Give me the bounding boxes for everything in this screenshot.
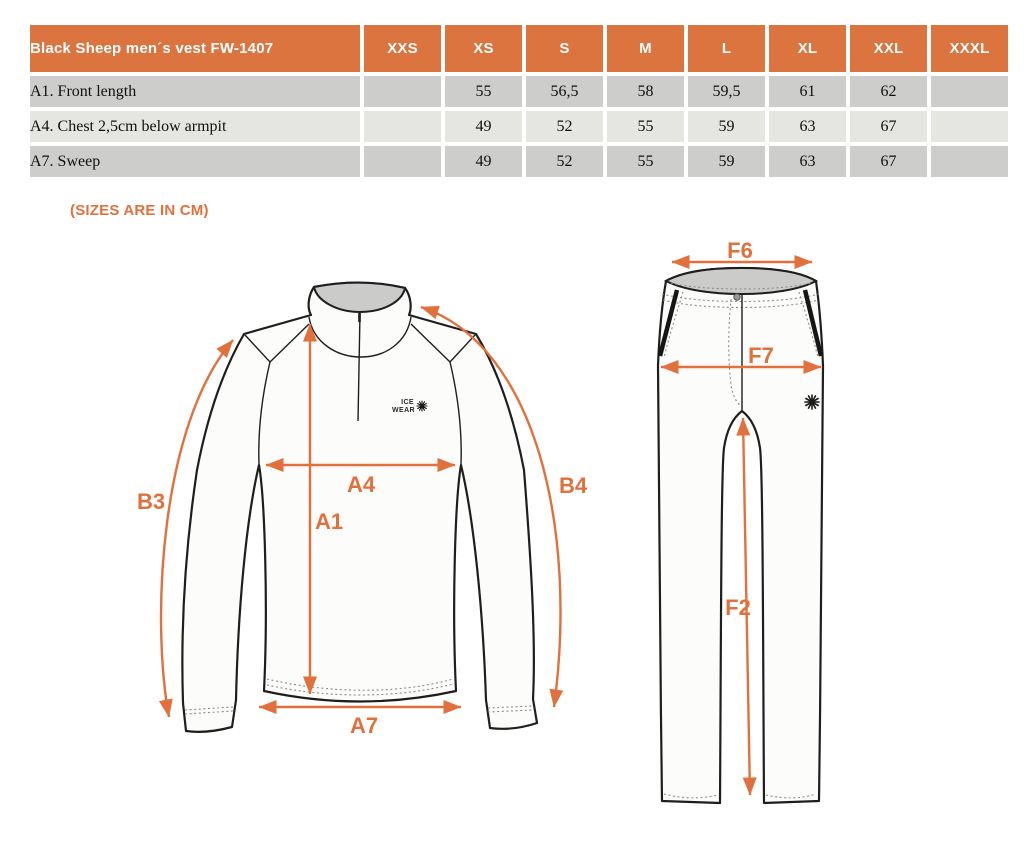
table-title: Black Sheep men´s vest FW-1407 xyxy=(30,25,360,72)
size-value-cell xyxy=(931,146,1008,177)
size-value-cell: 63 xyxy=(769,111,846,142)
size-value-cell: 67 xyxy=(850,146,927,177)
measurement-label-a1: A1 xyxy=(314,509,344,534)
table-row-chest xyxy=(30,111,1008,142)
measurement-label-f7: F7 xyxy=(748,343,774,368)
pants-drawing xyxy=(658,268,823,803)
row-label: A4. Chest 2,5cm below armpit xyxy=(30,111,360,142)
size-value-cell: 59,5 xyxy=(688,76,765,107)
size-column-xs: XS xyxy=(445,25,522,72)
pants-outline xyxy=(658,268,823,803)
measurement-label-f6: F6 xyxy=(727,238,753,263)
size-value-cell xyxy=(364,146,441,177)
row-label: A1. Front length xyxy=(30,76,360,107)
size-value-cell: 49 xyxy=(445,146,522,177)
table-row-sweep xyxy=(30,146,1008,177)
table-row-front-length xyxy=(30,76,1008,107)
size-value-cell: 61 xyxy=(769,76,846,107)
measurement-label-a7: A7 xyxy=(349,713,379,738)
waist-button xyxy=(734,294,740,300)
size-value-cell xyxy=(364,111,441,142)
size-value-cell: 52 xyxy=(526,146,603,177)
measurement-label-b4: B4 xyxy=(558,473,588,498)
size-column-xl: XL xyxy=(769,25,846,72)
measurement-diagram xyxy=(0,225,1030,847)
size-value-cell: 55 xyxy=(607,146,684,177)
icewear-logo-text-top: ICE xyxy=(401,399,414,406)
measurement-label-b3: B3 xyxy=(136,489,166,514)
size-column-s: S xyxy=(526,25,603,72)
measurement-label-f2: F2 xyxy=(725,595,751,620)
size-value-cell xyxy=(931,111,1008,142)
size-column-xxl: XXL xyxy=(850,25,927,72)
size-value-cell: 67 xyxy=(850,111,927,142)
size-column-l: L xyxy=(688,25,765,72)
size-value-cell: 59 xyxy=(688,146,765,177)
size-value-cell: 55 xyxy=(607,111,684,142)
size-value-cell: 58 xyxy=(607,76,684,107)
size-value-cell xyxy=(364,76,441,107)
size-value-cell: 49 xyxy=(445,111,522,142)
size-value-cell: 55 xyxy=(445,76,522,107)
size-column-xxs: XXS xyxy=(364,25,441,72)
size-column-xxxl: XXXL xyxy=(931,25,1008,72)
size-chart-header-row xyxy=(30,25,1008,72)
size-value-cell: 56,5 xyxy=(526,76,603,107)
size-column-m: M xyxy=(607,25,684,72)
size-value-cell: 52 xyxy=(526,111,603,142)
size-value-cell: 62 xyxy=(850,76,927,107)
measurement-label-a4: A4 xyxy=(346,472,376,497)
icewear-logo-text-bottom: WEAR xyxy=(392,407,415,414)
row-label: A7. Sweep xyxy=(30,146,360,177)
size-value-cell: 63 xyxy=(769,146,846,177)
size-value-cell xyxy=(931,76,1008,107)
size-value-cell: 59 xyxy=(688,111,765,142)
size-chart-table xyxy=(26,21,1012,181)
sizes-note: (SIZES ARE IN CM) xyxy=(70,202,209,219)
